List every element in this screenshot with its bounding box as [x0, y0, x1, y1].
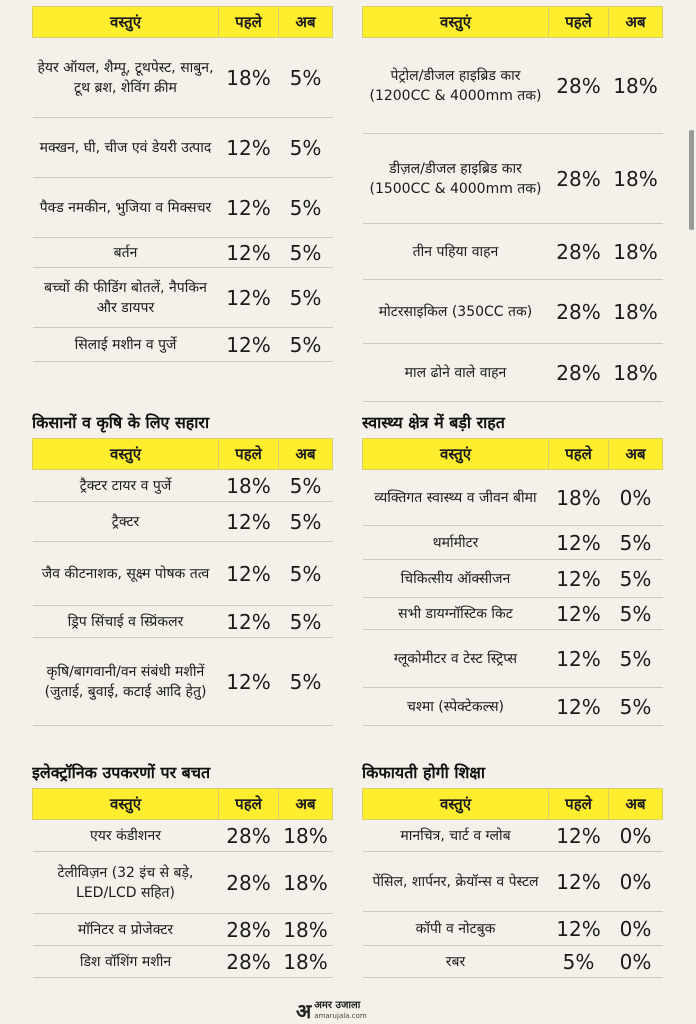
header-before: पहले [219, 7, 279, 38]
item-name: ट्रैक्टर टायर व पुर्जे [33, 470, 219, 502]
item-name: कॉपी व नोटबुक [363, 912, 549, 946]
rate-before: 12% [219, 118, 279, 178]
rate-before: 12% [219, 268, 279, 328]
item-name: ट्रैक्टर [33, 502, 219, 542]
item-name: कृषि/बागवानी/वन संबंधी मशीनें (जुताई, बुवाई, कटाई आदि हेतु) [33, 638, 219, 726]
header-now: अब [609, 439, 663, 470]
rate-before: 12% [219, 238, 279, 268]
item-name: मक्खन, घी, चीज एवं डेयरी उत्पाद [33, 118, 219, 178]
section-personal-care [32, 6, 332, 362]
rate-now: 5% [279, 238, 333, 268]
item-name: ड्रिप सिंचाई व स्प्रिंकलर [33, 606, 219, 638]
rate-before: 28% [549, 280, 609, 344]
item-name: जैव कीटनाशक, सूक्ष्म पोषक तत्व [33, 542, 219, 606]
item-name: डीज़ल/डीजल हाइब्रिड कार (1500CC & 4000mm तक) [363, 134, 549, 224]
logo-mark: अ [296, 999, 312, 1023]
rate-now: 0% [609, 912, 663, 946]
section-title: स्वास्थ्य क्षेत्र में बड़ी राहत [362, 413, 505, 432]
rate-now: 5% [609, 688, 663, 726]
rate-before: 18% [549, 470, 609, 526]
rate-before: 12% [549, 630, 609, 688]
table-row [33, 606, 333, 638]
item-name: व्यक्तिगत स्वास्थ्य व जीवन बीमा [363, 470, 549, 526]
rate-now: 0% [609, 820, 663, 852]
header-before: पहले [549, 789, 609, 820]
item-name: एयर कंडीशनर [33, 820, 219, 852]
tax-table [362, 438, 663, 726]
section-title: किफायती होगी शिक्षा [362, 763, 486, 782]
rate-before: 5% [549, 946, 609, 978]
header-item: वस्तुएं [33, 439, 219, 470]
header-now: अब [279, 439, 333, 470]
header-item: वस्तुएं [363, 7, 549, 38]
section-title: किसानों व कृषि के लिए सहारा [32, 413, 210, 432]
item-name: मॉनिटर व प्रोजेक्टर [33, 914, 219, 946]
table-row [363, 526, 663, 560]
rate-before: 28% [219, 852, 279, 914]
item-name: माल ढोने वाले वाहन [363, 344, 549, 402]
header-before: पहले [219, 789, 279, 820]
tax-table [32, 438, 333, 726]
rate-before: 12% [549, 852, 609, 912]
table-row [363, 912, 663, 946]
item-name: हेयर ऑयल, शैम्पू, टूथपेस्ट, साबुन, टूथ ब्रश, शेविंग क्रीम [33, 38, 219, 118]
table-row [33, 328, 333, 362]
item-name: टेलीविज़न (32 इंच से बड़े, LED/LCD सहित) [33, 852, 219, 914]
rate-now: 5% [279, 268, 333, 328]
table-row [363, 344, 663, 402]
rate-now: 5% [609, 598, 663, 630]
table-row [33, 946, 333, 978]
table-row [33, 852, 333, 914]
item-name: डिश वॉशिंग मशीन [33, 946, 219, 978]
tax-table [32, 788, 333, 978]
rate-now: 5% [279, 178, 333, 238]
rate-before: 28% [549, 134, 609, 224]
rate-now: 5% [279, 470, 333, 502]
item-name: सभी डायग्नॉस्टिक किट [363, 598, 549, 630]
header-item: वस्तुएं [363, 439, 549, 470]
table-row [33, 638, 333, 726]
rate-before: 12% [219, 178, 279, 238]
item-name: चश्मा (स्पेक्टेकल्स) [363, 688, 549, 726]
table-row [363, 560, 663, 598]
header-item: वस्तुएं [363, 789, 549, 820]
item-name: चिकित्सीय ऑक्सीजन [363, 560, 549, 598]
rate-before: 12% [549, 912, 609, 946]
publisher-logo [296, 1000, 367, 1022]
item-name: बच्चों की फीडिंग बोतलें, नैपकिन और डायपर [33, 268, 219, 328]
tax-table [362, 6, 663, 402]
logo-text [314, 1001, 366, 1021]
header-now: अब [279, 7, 333, 38]
rate-now: 5% [279, 328, 333, 362]
rate-now: 18% [279, 852, 333, 914]
header-before: पहले [549, 7, 609, 38]
rate-before: 28% [549, 38, 609, 134]
header-before: पहले [549, 439, 609, 470]
rate-now: 0% [609, 852, 663, 912]
rate-now: 18% [609, 344, 663, 402]
item-name: रबर [363, 946, 549, 978]
header-item: वस्तुएं [33, 7, 219, 38]
rate-now: 5% [279, 502, 333, 542]
header-item: वस्तुएं [33, 789, 219, 820]
rate-before: 28% [219, 946, 279, 978]
rate-before: 12% [219, 328, 279, 362]
item-name: तीन पहिया वाहन [363, 224, 549, 280]
table-row [363, 630, 663, 688]
rate-now: 18% [279, 914, 333, 946]
rate-before: 12% [549, 598, 609, 630]
section-electronics [32, 760, 332, 978]
item-name: मानचित्र, चार्ट व ग्लोब [363, 820, 549, 852]
table-row [363, 224, 663, 280]
table-row [33, 470, 333, 502]
rate-now: 5% [279, 638, 333, 726]
rate-now: 18% [609, 224, 663, 280]
rate-now: 18% [279, 946, 333, 978]
rate-before: 12% [549, 820, 609, 852]
rate-now: 5% [279, 118, 333, 178]
logo-site: amarujala.com [314, 1012, 367, 1020]
header-before: पहले [219, 439, 279, 470]
rate-before: 12% [549, 688, 609, 726]
rate-now: 18% [279, 820, 333, 852]
rate-before: 28% [549, 344, 609, 402]
item-name: मोटरसाइकिल (350CC तक) [363, 280, 549, 344]
item-name: ग्लूकोमीटर व टेस्ट स्ट्रिप्स [363, 630, 549, 688]
table-row [363, 852, 663, 912]
table-row [33, 502, 333, 542]
section-agriculture [32, 410, 332, 726]
table-row [363, 598, 663, 630]
table-row [363, 946, 663, 978]
rate-now: 0% [609, 946, 663, 978]
rate-now: 18% [609, 134, 663, 224]
item-name: पैक्ड नमकीन, भुजिया व मिक्सचर [33, 178, 219, 238]
tax-table [362, 788, 663, 978]
table-row [363, 134, 663, 224]
rate-now: 5% [609, 630, 663, 688]
rate-before: 28% [549, 224, 609, 280]
rate-before: 18% [219, 38, 279, 118]
table-row [363, 280, 663, 344]
header-now: अब [609, 789, 663, 820]
rate-before: 12% [219, 638, 279, 726]
table-row [363, 688, 663, 726]
rate-now: 0% [609, 470, 663, 526]
table-row [33, 118, 333, 178]
table-row [363, 38, 663, 134]
logo-name: अमर उजाला [314, 1000, 361, 1011]
scrollbar[interactable] [689, 130, 694, 230]
rate-before: 12% [219, 502, 279, 542]
section-vehicles [362, 6, 662, 402]
item-name: सिलाई मशीन व पुर्जे [33, 328, 219, 362]
rate-before: 28% [219, 820, 279, 852]
rate-now: 5% [279, 38, 333, 118]
rate-now: 18% [609, 280, 663, 344]
table-row [33, 820, 333, 852]
table-row [33, 914, 333, 946]
table-row [33, 178, 333, 238]
rate-before: 12% [549, 560, 609, 598]
item-name: बर्तन [33, 238, 219, 268]
table-row [363, 820, 663, 852]
header-now: अब [279, 789, 333, 820]
table-row [33, 38, 333, 118]
item-name: पेंसिल, शार्पनर, क्रेयॉन्स व पेस्टल [363, 852, 549, 912]
tax-table [32, 6, 333, 362]
rate-before: 28% [219, 914, 279, 946]
rate-now: 5% [609, 560, 663, 598]
rate-now: 18% [609, 38, 663, 134]
table-row [33, 268, 333, 328]
header-now: अब [609, 7, 663, 38]
section-education [362, 760, 662, 978]
rate-before: 12% [549, 526, 609, 560]
rate-now: 5% [609, 526, 663, 560]
rate-before: 12% [219, 606, 279, 638]
rate-before: 12% [219, 542, 279, 606]
rate-before: 18% [219, 470, 279, 502]
rate-now: 5% [279, 606, 333, 638]
table-row [363, 470, 663, 526]
section-title: इलेक्ट्रॉनिक उपकरणों पर बचत [32, 763, 211, 782]
section-health [362, 410, 662, 726]
table-row [33, 238, 333, 268]
rate-now: 5% [279, 542, 333, 606]
table-row [33, 542, 333, 606]
item-name: पेट्रोल/डीजल हाइब्रिड कार (1200CC & 4000mm तक) [363, 38, 549, 134]
item-name: थर्मामीटर [363, 526, 549, 560]
